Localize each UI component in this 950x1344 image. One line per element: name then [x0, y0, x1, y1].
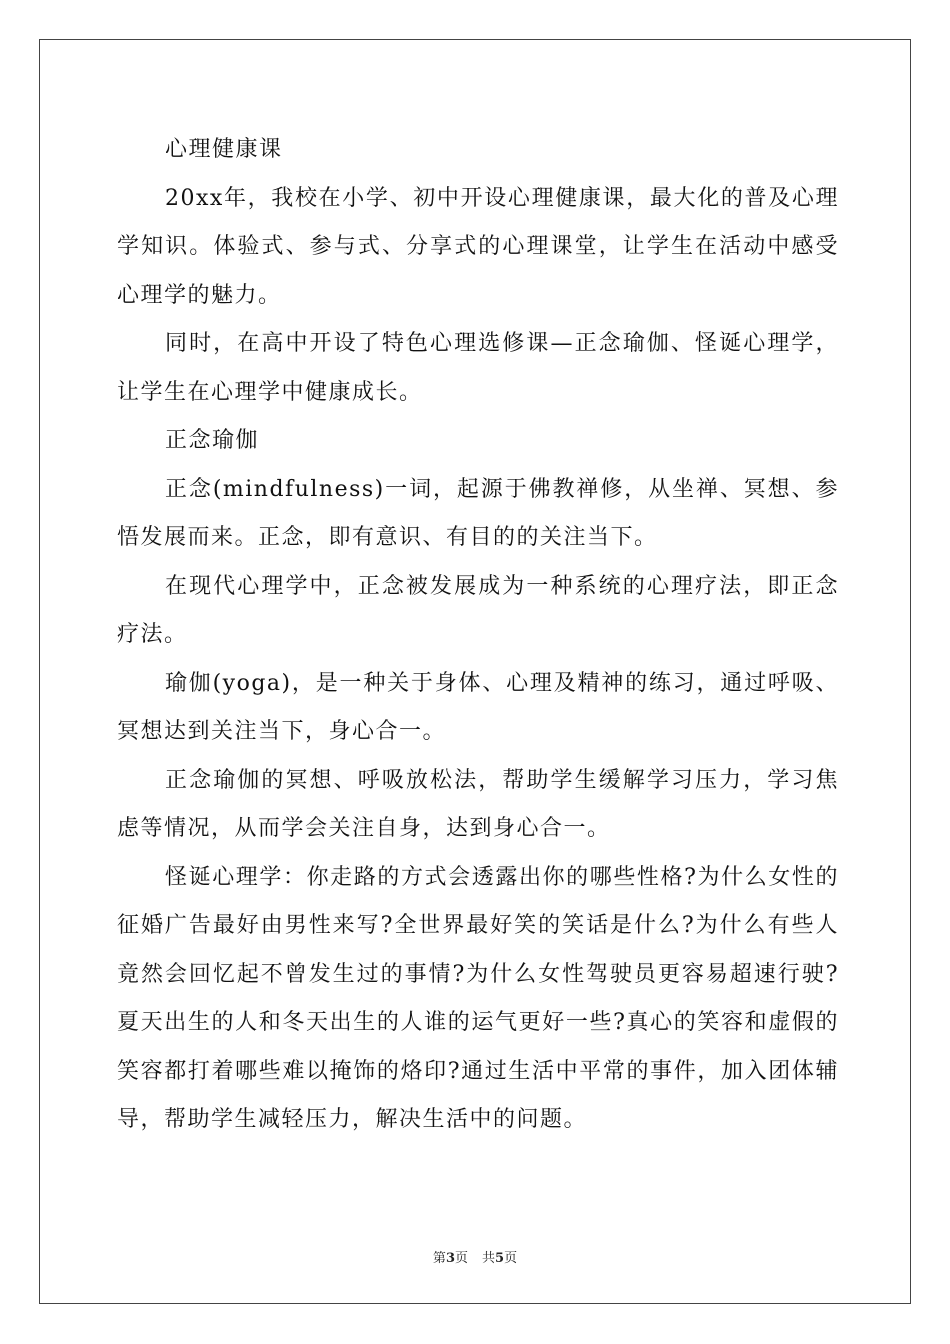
footer-page-total: 5	[495, 1251, 505, 1266]
footer-page-prefix: 第	[432, 1251, 446, 1266]
footer-total-prefix: 共	[482, 1251, 496, 1266]
paragraph-quirkology: 怪诞心理学：你走路的方式会透露出你的哪些性格?为什么女性的征婚广告最好由男性来写?全世界最好笑的笑话是什么?为什么有些人竟然会回忆起不曾发生过的事情?为什么女性驾驶员更容易超速行驶?夏天出生的人和冬天出生的人谁的运气更好一些?真心的笑容和虚假的笑容都打着哪些难以掩饰的烙印?通过生活中平常的事件，加入团体辅导，帮助学生减轻压力，解决生活中的问题。	[117, 864, 839, 1132]
footer-page-current: 3	[445, 1251, 455, 1266]
paragraph-mindfulness-def: 正念(mindfulness)一词，起源于佛教禅修，从坐禅、冥想、参悟发展而来。正念，即有意识、有目的的关注当下。	[117, 476, 839, 550]
paragraph-yoga-benefits: 正念瑜伽的冥想、呼吸放松法，帮助学生缓解学习压力，学习焦虑等情况，从而学会关注自身，达到身心合一。	[117, 767, 839, 841]
section-title-mindfulness-yoga: 正念瑜伽	[165, 428, 260, 453]
footer-total-suffix: 页	[504, 1251, 518, 1266]
paragraph-mindfulness-therapy: 在现代心理学中，正念被发展成为一种系统的心理疗法，即正念疗法。	[117, 573, 839, 647]
footer-page-suffix: 页	[454, 1251, 468, 1266]
paragraph-electives: 同时，在高中开设了特色心理选修课—正念瑜伽、怪诞心理学，让学生在心理学中健康成长。	[117, 331, 839, 405]
paragraph-course-intro: 20xx年，我校在小学、初中开设心理健康课，最大化的普及心理学知识。体验式、参与式、分享式的心理课堂，让学生在活动中感受心理学的魅力。	[117, 185, 839, 308]
section-title-psych-course: 心理健康课	[165, 137, 283, 162]
document-body	[117, 126, 839, 1145]
paragraph-yoga-def: 瑜伽(yoga)，是一种关于身体、心理及精神的练习，通过呼吸、冥想达到关注当下，身心合一。	[117, 670, 839, 744]
page-footer	[0, 1247, 950, 1266]
